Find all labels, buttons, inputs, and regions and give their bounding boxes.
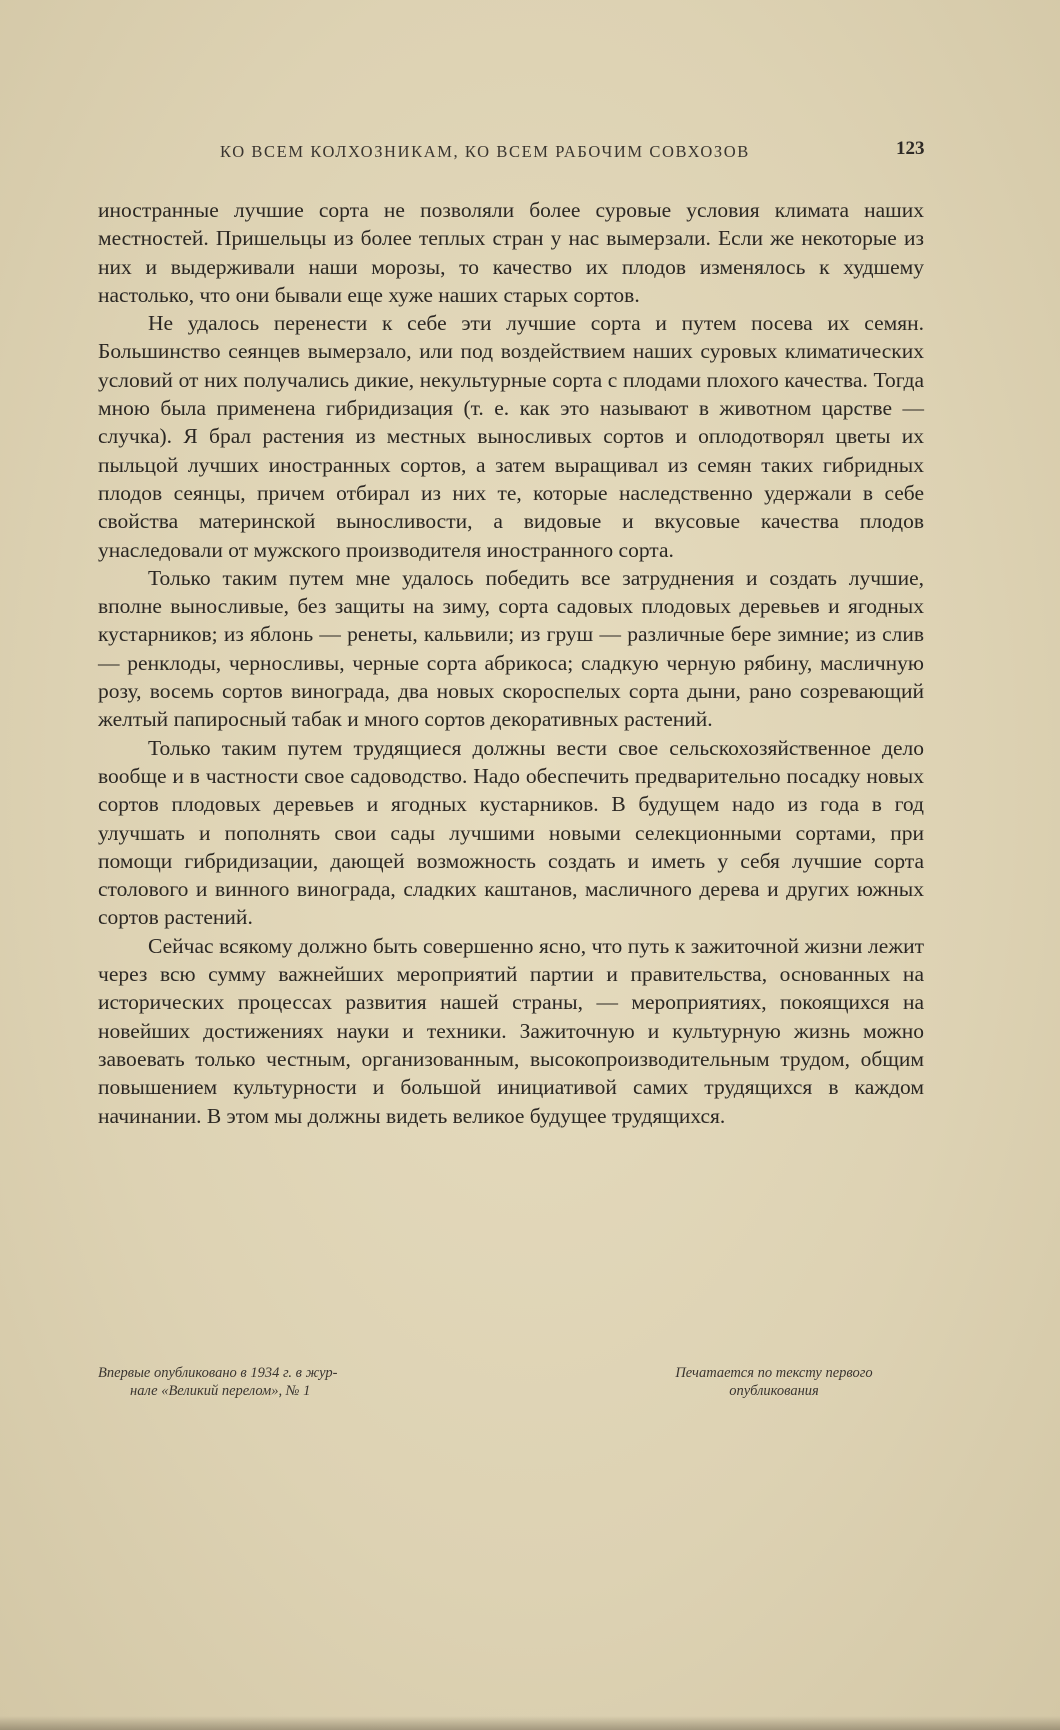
first-published-line-2: нале «Великий перелом», № 1 (130, 1383, 311, 1399)
page-number: 123 (896, 138, 925, 159)
printed-from-line-2: опубликования (729, 1383, 819, 1399)
paragraph-5: Сейчас всякому должно быть совершенно ясно, что путь к зажиточной жизни лежит через всю сумму важнейших мероприятий партии и правительства, основанных на исторических процессах развития нашей страны, — мероприятиях, покоящихся на новейших достижениях науки и техники. Зажиточную и культурную жизнь можно завоевать только честным, организованным, высокопроизводительным трудом, общим повышением культурности и большой инициативой самих трудящихся в каждом начинании. В этом мы должны видеть великое будущее трудящихся. (98, 933, 924, 1128)
paragraph-1: иностранные лучшие сорта не позволяли более суровые условия климата наших местностей. Пришельцы из более теплых стран у нас вымерзали. Если же некоторые из них и выдерживали наши морозы, то качество их плодов изменялось к худшему настолько, что они бывали еще хуже наших старых сортов. (98, 198, 924, 307)
first-published-note (98, 1364, 428, 1400)
printed-from-line-1: Печатается по тексту первого (675, 1365, 873, 1381)
printed-from-note (624, 1364, 924, 1400)
body-text (98, 196, 924, 1130)
paragraph-3: Только таким путем мне удалось победить все затруднения и создать лучшие, вполне выносливые, без защиты на зиму, сорта садовых плодовых деревьев и ягодных кустарников; из яблонь — ренеты, кальвили; из груш — различные бере зимние; из слив — ренклоды, черносливы, черные сорта абрикоса; сладкую черную рябину, масличную розу, восемь сортов винограда, два новых скороспелых сорта дыни, рано созревающий желтый папиросный табак и много сортов декоративных растений. (98, 565, 924, 732)
first-published-line-1: Впервые опубликовано в 1934 г. в жур- (98, 1365, 338, 1381)
running-title: КО ВСЕМ КОЛХОЗНИКАМ, КО ВСЕМ РАБОЧИМ СОВХОЗОВ (220, 142, 750, 161)
paragraph-4: Только таким путем трудящиеся должны вести свое сельскохозяйственное дело вообще и в частности свое садоводство. Надо обеспечить предварительно посадку новых сортов плодовых деревьев и ягодных кустарников. В будущем надо из года в год улучшать и пополнять свои сады лучшими новыми селекционными сортами, при помощи гибридизации, дающей возможность создать и иметь у себя лучшие сорта столового и винного винограда, сладких каштанов, масличного дерева и других южных сортов растений. (98, 735, 924, 930)
page-edge-shadow (0, 1716, 1060, 1730)
paragraph-2: Не удалось перенести к себе эти лучшие сорта и путем посева их семян. Большинство сеянцев вымерзало, или под воздействием наших суровых климатических условий от них получались дикие, некультурные сорта с плодами плохого качества. Тогда мною была применена гибридизация (т. е. как это называют в животном царстве — случка). Я брал растения из местных выносливых сортов и оплодотворял цветы их пыльцой лучших иностранных сортов, а затем выращивал из семян таких гибридных плодов сеянцы, причем отбирал из них те, которые наследственно удержали в себе свойства материнской выносливости, а видовые и вкусовые качества плодов унаследовали от мужского производителя иностранного сорта. (98, 311, 924, 562)
